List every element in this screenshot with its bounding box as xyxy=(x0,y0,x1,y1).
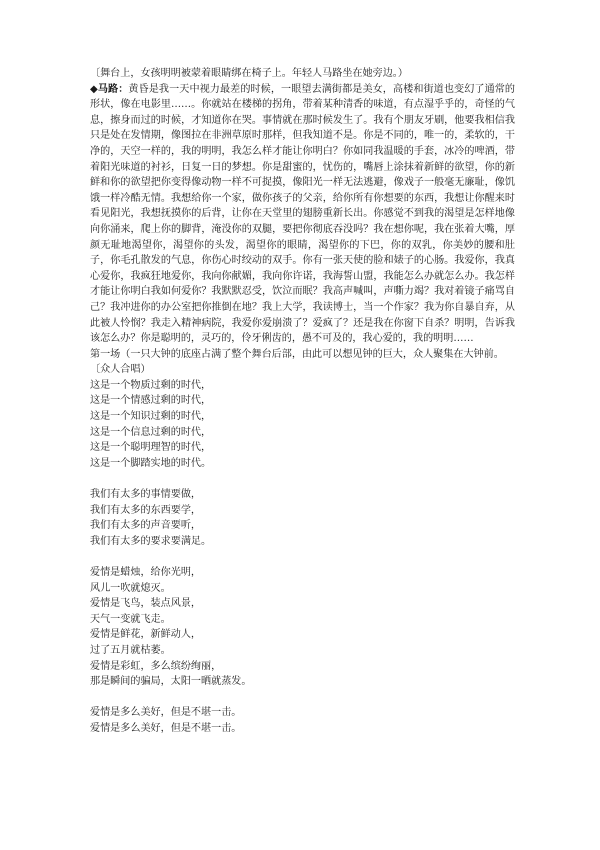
speech-marker: ◆ xyxy=(90,83,98,95)
document-page xyxy=(90,66,515,737)
lyric-line: 我们有太多的要求要满足。 xyxy=(90,535,212,547)
opening-stage-direction: 〔舞台上，女孩明明被蒙着眼睛绑在椅子上。年轻人马路坐在她旁边。） xyxy=(90,68,408,79)
lyric-line: 风儿一吹就熄灭。 xyxy=(90,582,171,594)
lyric-line: 我们有太多的事情要做， xyxy=(90,489,202,501)
lyric-stanza xyxy=(90,378,515,472)
lyric-line: 我们有太多的东西要学， xyxy=(90,504,202,516)
lyric-line: 爱情是多么美好，但是不堪一击。 xyxy=(90,707,242,719)
lyric-line: 那是瞬间的骗局，太阳一晒就蒸发。 xyxy=(90,676,252,688)
speaker-name: 马路： xyxy=(97,83,129,95)
lyric-line: 我们有太多的声音要听， xyxy=(90,520,202,532)
scene-heading: 第一场（一只大钟的底座占满了整个舞台后部，由此可以想见钟的巨大，众人聚集在大钟前。 xyxy=(90,348,504,360)
lyric-line: 这是一个脚踏实地的时代。 xyxy=(90,457,212,469)
lyric-line: 这是一个情感过剩的时代， xyxy=(90,395,212,407)
lyric-line: 这是一个信息过剩的时代， xyxy=(90,426,212,438)
lyric-stanza xyxy=(90,487,515,549)
lyric-line: 爱情是蜡烛，给你光明， xyxy=(90,567,202,578)
chorus-stage-direction: 〔众人合唱） xyxy=(90,364,151,376)
lyric-line: 这是一个聪明理智的时代， xyxy=(90,442,212,454)
lyric-line: 爱情是飞鸟，装点风景， xyxy=(90,598,202,610)
chorus-lyrics xyxy=(90,378,515,737)
lyric-stanza xyxy=(90,705,515,736)
lyric-line: 这是一个知识过剩的时代， xyxy=(90,411,212,423)
lyric-line: 天气一变就飞走。 xyxy=(90,613,171,625)
lyric-line: 爱情是多么美好，但是不堪一击。 xyxy=(90,722,242,734)
monologue-text: 黄昏是我一天中视力最差的时候，一眼望去满街都是美女，高楼和街道也变幻了通常的形状，像在电影里……。你就站在楼梯的拐角，带着某种清香的味道，有点湿乎乎的，奇怪的气息，擦身而过的时候，才知道你在哭。事情就在那时候发生了。我有个朋友牙刷，他要我相信我只是处在发情期，像图拉在非洲草原时那样，但我知道不是。你是不同的，唯一的，柔软的，干净的，天空一样的，我的明明，我怎么样才能让你明白？你如同我温暖的手套，冰冷的啤酒，带着阳光味道的衬衫，日复一日的梦想。你是甜蜜的，忧伤的，嘴唇上涂抹着新鲜的欲望，你的新鲜和你的欲望把你变得像动物一样不可捉摸，像阳光一样无法逃避，像戏子一般毫无廉耻，像饥饿一样冷酷无情。我想给你一个家，做你孩子的父亲，给你所有你想要的东西，我想让你醒来时看见阳光，我想抚摸你的后背，让你在天堂里的翅膀重新长出。你感觉不到我的渴望是怎样地像向你涌来，爬上你的脚背，淹没你的双腿，要把你彻底吞没吗？我在想你呢，我在张着大嘴，厚颜无耻地渴望你，渴望你的头发，渴望你的眼睛，渴望你的下巴，你的双乳，你美妙的腰和肚子，你毛孔散发的气息，你伤心时绞动的双手。你有一张天使的脸和婊子的心肠。我爱你，我真心爱你，我疯狂地爱你，我向你献媚，我向你许诺，我海誓山盟，我能怎么办就怎么办。我怎样才能让你明白我如何爱你？我默默忍受，饮泣而眠？我高声喊叫，声嘶力竭？我对着镜子痛骂自己？我冲进你的办公室把你推倒在地？我上大学，我读博士，当一个作家？我为你自暴自弃，从此被人怜悯？我走入精神病院，我爱你爱崩溃了？爱疯了？还是我在你窗下自杀？明明，告诉我该怎么办？你是聪明的，灵巧的，伶牙俐齿的，愚不可及的，我心爱的，我的明明…… xyxy=(90,83,516,345)
malu-monologue xyxy=(90,82,515,347)
lyric-line: 爱情是彩虹，多么缤纷绚丽， xyxy=(90,660,222,672)
lyric-stanza xyxy=(90,565,515,690)
lyric-line: 过了五月就枯萎。 xyxy=(90,644,171,656)
lyric-line: 这是一个物质过剩的时代， xyxy=(90,379,212,391)
lyric-line: 爱情是鲜花，新鲜动人， xyxy=(90,629,202,641)
